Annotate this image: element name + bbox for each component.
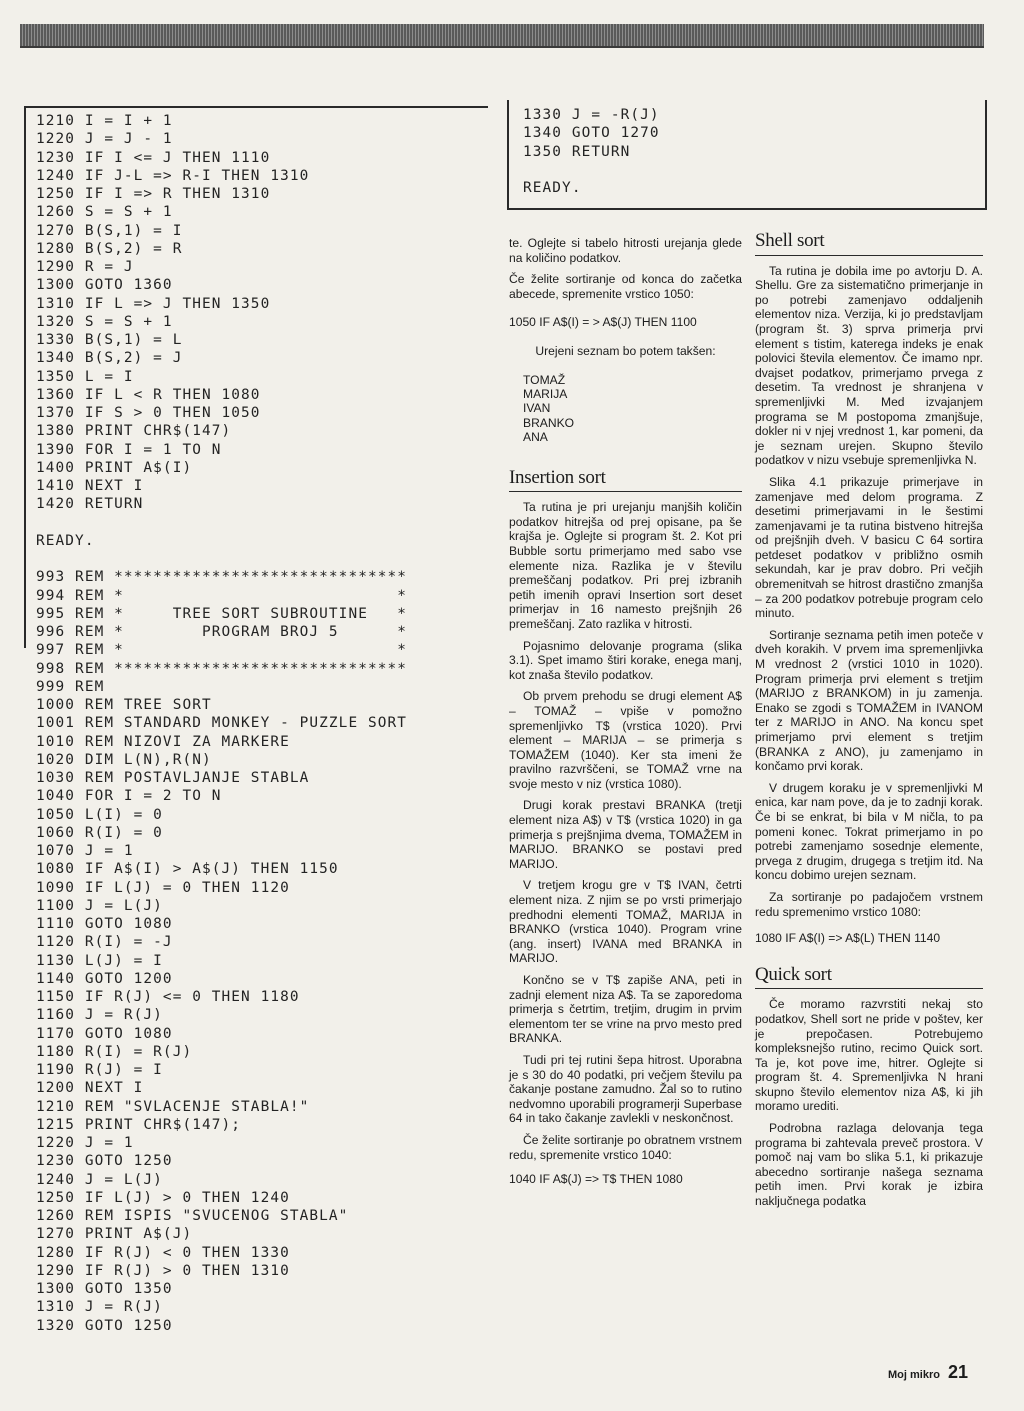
list-item: TOMAŽ — [523, 372, 566, 387]
paragraph: Če želite sortiranje po obratnem vrstnem redu, spremenite vrstico 1040: — [509, 1132, 742, 1162]
code-line: 1330 J = -R(J) — [523, 107, 660, 123]
code-line: 1250 IF L(J) > 0 THEN 1240 — [36, 1189, 290, 1206]
list-item: ANA — [523, 430, 548, 445]
paragraph: Drugi korak prestavi BRANKA (tretji element niza A$) v T$ (vrstica 1020) in ga primerja s prejšnjima dvema, TOMAŽEM in MARIJO. BRANKO se postavi pred MARIJO. — [509, 798, 742, 871]
paragraph: V drugem koraku je v spremenljivki M enica, kar nam pove, da je to zadnji korak. Če bi se enkrat, bi bila v M ničla, to pa pomeni konec. Tokrat primerjamo in po potrebi zamenjamo sosednje elemente, prvega z drugim, drugega s tretjim itd. Na koncu dobimo urejen seznam. — [755, 780, 983, 883]
code-line: 1060 R(I) = 0 — [36, 824, 163, 841]
list-item: IVAN — [523, 401, 551, 416]
code-line: 1180 R(I) = R(J) — [36, 1043, 193, 1060]
code-line: 1230 IF I <= J THEN 1110 — [36, 149, 271, 166]
paragraph: Ta rutina je pri urejanju manjših količin podatkov hitrejša od prej opisane, pa še krajša je. Oglejte si program št. 2. Kot pri Bubble sortu primerjamo med sabo vse elemente niza. Razlika je v številu premeščanj podatkov. Pri prej izbranih petih imenih opravi Insertion sort deset primerjav in 16 namesto prejšnjih 26 premeščanj. Zato razlika v hitrosti. — [509, 500, 742, 631]
paragraph: Pojasnimo delovanje programa (slika 3.1). Spet imamo štiri korake, enega manj, kot znaša število podatkov. — [509, 638, 742, 682]
code-line: 1070 J = 1 — [36, 843, 134, 859]
code-line: 1350 L = I — [36, 368, 134, 385]
code-line: 1380 PRINT CHR$(147) — [36, 423, 232, 440]
code-line: 1190 R(J) = I — [36, 1062, 163, 1078]
code-line: 1050 IF A$(I) = > A$(J) THEN 1100 — [509, 315, 697, 330]
code-line: 1200 NEXT I — [36, 1080, 144, 1097]
code-line: 996 REM * PROGRAM BROJ 5 * — [36, 624, 408, 640]
code-line: 1020 DIM L(N),R(N) — [36, 751, 212, 768]
code-line: READY. — [36, 532, 95, 549]
page-footer — [888, 1362, 968, 1383]
code-line: 1270 B(S,1) = I — [36, 222, 183, 239]
paragraph: Sortiranje seznama petih imen poteče v dveh korakih. V prvem ima spremenljivka M vrednost 2 (vrstici 1010 in 1020). Program primerja prvi element s tretjim (MARIJO z BRANKOM) in ju zamenja. Enako se zgodi s TOMAŽEM in IVANOM ter z MARIJO in ANO. Na koncu spet primerjamo prvi element s tretjim (BRANKA z ANO), ju zamenjamo in končamo prvi korak. — [755, 627, 983, 774]
code-line: 1420 RETURN — [36, 496, 144, 513]
code-line: 1080 IF A$(I) > A$(J) THEN 1150 — [36, 861, 339, 878]
code-line: READY. — [523, 180, 582, 196]
code-line: 1310 IF L => J THEN 1350 — [36, 295, 271, 312]
code-line: 1001 REM STANDARD MONKEY - PUZZLE SORT — [36, 715, 408, 732]
code-line: 993 REM ****************************** — [36, 569, 408, 586]
code-line: 999 REM — [36, 678, 105, 695]
code-line: 995 REM * TREE SORT SUBROUTINE * — [36, 605, 408, 622]
heading-shell-sort: Shell sort — [755, 234, 983, 256]
sorted-list — [523, 373, 742, 445]
code-line: 1040 FOR I = 2 TO N — [36, 788, 222, 805]
code-line: 1310 J = R(J) — [36, 1299, 163, 1316]
code-line: 1100 J = L(J) — [36, 897, 163, 914]
code-line: 1300 GOTO 1360 — [36, 277, 173, 294]
paragraph: Za sortiranje po padajočem vrstnem redu spremenimo vrstico 1080: — [755, 889, 983, 919]
code-line: 1120 R(I) = -J — [36, 934, 173, 951]
code-line: 1390 FOR I = 1 TO N — [36, 441, 222, 458]
code-line: 1140 GOTO 1200 — [36, 970, 173, 987]
code-line: 1290 IF R(J) > 0 THEN 1310 — [36, 1262, 290, 1279]
code-line: 1370 IF S > 0 THEN 1050 — [36, 405, 261, 421]
code-line: 1320 GOTO 1250 — [36, 1317, 173, 1334]
code-line: 1110 GOTO 1080 — [36, 916, 173, 932]
paragraph: Slika 4.1 prikazuje primerjave in zamenjave med delom programa. Z desetimi primerjavami in le šestimi zamenjavami je ta rutina bistveno hitrejša od prejšnjih dveh. V basicu C 64 sortira petdeset podatkov v približno osmih sekundah, kar je prav dobro. Pri večjih obremenitvah se hitrost drastično zmanjša – za 200 podatkov potrebuje program celo minuto. — [755, 474, 983, 621]
code-line: 1000 REM TREE SORT — [36, 697, 212, 713]
code-line: 1340 GOTO 1270 — [523, 125, 660, 142]
list-item: MARIJA — [523, 386, 568, 401]
page-number: 21 — [947, 1362, 968, 1382]
code-line: 1010 REM NIZOVI ZA MARKERE — [36, 733, 290, 750]
code-line: 1250 IF I => R THEN 1310 — [36, 186, 271, 202]
paragraph: Ob prvem prehodu se drugi element A$ – TOMAŽ – vpiše v pomožno spremenljivko T$ (vrstica 1020). Prvi element – MARIJA – se primerja s TOMAŽEM (1040). Ker sta imeni že pravilno razvrščeni, se TOMAŽ vrne na svoje mesto v niz (vrstica 1080). — [509, 689, 742, 791]
code-line: 1330 B(S,1) = L — [36, 332, 183, 348]
paragraph: Urejeni seznam bo potem takšen: — [535, 343, 716, 358]
code-line: 1150 IF R(J) <= 0 THEN 1180 — [36, 989, 300, 1005]
code-line: 1160 J = R(J) — [36, 1007, 163, 1024]
code-line: 1300 GOTO 1350 — [36, 1281, 173, 1297]
code-line: 1220 J = 1 — [36, 1135, 134, 1151]
paragraph: Ta rutina je dobila ime po avtorju D. A. Shellu. Gre za sistematično primerjanje in po potrebi zamenjavo oddaljenih elementov niza. Verzija, ki jo predstavljam (program št. 3) sprva primerja prvi element s tistim, katerega indeks je enak polovici števila elementov. Če imamo npr. dvajset podatkov, primerjamo prvega z desetim. Ta vrednost je shranjena v spremenljivki M. Med izvajanjem programa se M postopoma zmanjšuje, dokler ni v njej vrednost 1, kar pomeni, da je seznam urejen. Skupno število podatkov v nizu vsebuje spremenljivka N. — [755, 263, 983, 468]
code-line: 1260 S = S + 1 — [36, 204, 173, 221]
code-line: 1260 REM ISPIS "SVUCENOG STABLA" — [36, 1208, 349, 1224]
code-line: 998 REM ****************************** — [36, 660, 408, 677]
code-line: 1350 RETURN — [523, 143, 631, 160]
code-line: 1090 IF L(J) = 0 THEN 1120 — [36, 879, 290, 896]
paragraph: V tretjem krogu gre v T$ IVAN, četrti element niza. Z njim se po vrsti primerjajo predhodni elementi TOMAŽ, MARIJA in BRANKO (vrstica 1040). Program vrine (ang. insert) IVANA med BRANKA in MARIJO. — [509, 878, 742, 966]
code-line: 1040 IF A$(J) => T$ THEN 1080 — [509, 1172, 683, 1187]
code-line: 1400 PRINT A$(I) — [36, 459, 193, 476]
code-line: 1210 I = I + 1 — [36, 113, 173, 129]
paragraph: Če moramo razvrstiti nekaj sto podatkov, Shell sort ne pride v poštev, ker je prepočasen. Potrebujemo kompleksnejšo rutino, recimo Quick sort. Ta je, kot pove ime, hitrer. Oglejte si program št. 4. Spremenljivka N hrani skupno število elementov niza A$, ki jih moramo urediti. — [755, 997, 983, 1114]
heading-insertion-sort: Insertion sort — [509, 471, 742, 493]
code-line: 1280 IF R(J) < 0 THEN 1330 — [36, 1244, 290, 1261]
code-line: 997 REM * * — [36, 642, 408, 659]
magazine-name: Moj mikro — [888, 1369, 940, 1381]
paragraph: Tudi pri tej rutini šepa hitrost. Uporabna je s 30 do 40 podatki, pri večjem številu pa čakanje postane zamudno. Žal so to rutino nedvomno uporabili programerji Superbase 64 in tako čakanje zavlekli v neskončnost. — [509, 1052, 742, 1126]
code-line: 1340 B(S,2) = J — [36, 350, 183, 367]
code-line: 1360 IF L < R THEN 1080 — [36, 386, 261, 403]
paragraph: Končno se v T$ zapiše ANA, peti in zadnji element niza A$. Ta se zaporedoma primerja s četrtim, tretjim, drugim in prvim elementom ter se vrine na prvo mesto pred BRANKA. — [509, 973, 742, 1046]
code-line — [523, 161, 660, 179]
code-line: 1080 IF A$(I) => A$(L) THEN 1140 — [755, 931, 941, 946]
code-line: 1220 J = J - 1 — [36, 131, 173, 148]
code-line: 1240 J = L(J) — [36, 1171, 163, 1188]
code-line: 1170 GOTO 1080 — [36, 1025, 173, 1042]
code-line: 994 REM * * — [36, 587, 408, 604]
code-line: 1210 REM "SVLACENJE STABLA!" — [36, 1098, 310, 1115]
code-line: 1230 GOTO 1250 — [36, 1153, 173, 1170]
code-line: 1130 L(J) = I — [36, 952, 163, 969]
top-header-bar — [20, 24, 984, 48]
code-line: 1270 PRINT A$(J) — [36, 1226, 193, 1243]
code-line: 1410 NEXT I — [36, 478, 144, 494]
code-line: 1290 R = J — [36, 259, 134, 275]
paragraph: te. Oglejte si tabelo hitrosti urejanja glede na količino podatkov. — [509, 236, 742, 265]
paragraph: Podrobna razlaga delovanja tega programa bi zahtevala preveč prostora. V pomoč naj vam bo slika 5.1, ki prikazuje abecedno sortiranje našega seznama petih imen. Prvi korak je izbira naključnega podatka — [755, 1121, 983, 1209]
code-line — [36, 550, 407, 568]
code-line: 1030 REM POSTAVLJANJE STABLA — [36, 770, 310, 786]
basic-listing-right — [523, 106, 660, 197]
code-line — [36, 514, 407, 532]
code-line: 1050 L(I) = 0 — [36, 806, 163, 823]
code-line: 1240 IF J-L => R-I THEN 1310 — [36, 167, 310, 184]
paragraph: Če želite sortiranje od konca do začetka abecede, spremenite vrstico 1050: — [509, 272, 742, 301]
right-column — [755, 230, 983, 1216]
code-line: 1215 PRINT CHR$(147); — [36, 1116, 242, 1133]
code-line: 1320 S = S + 1 — [36, 313, 173, 330]
basic-listing-left — [36, 112, 407, 1335]
middle-column — [509, 236, 742, 1194]
heading-quick-sort: Quick sort — [755, 968, 983, 990]
list-item: BRANKO — [523, 415, 575, 430]
code-line: 1280 B(S,2) = R — [36, 240, 183, 257]
